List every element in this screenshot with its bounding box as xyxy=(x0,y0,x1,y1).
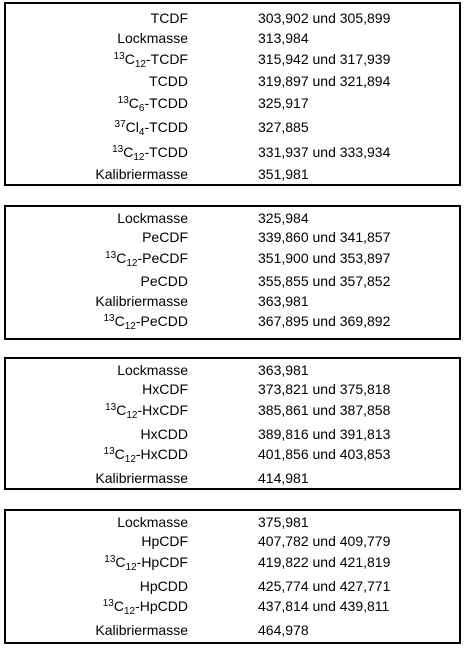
mass-value: 303,902 und 305,899 xyxy=(258,10,391,26)
mass-row xyxy=(6,531,459,551)
mass-row xyxy=(6,620,459,640)
mass-value: 401,856 und 403,853 xyxy=(258,446,391,462)
substance-label: $^{13}C_{12}$-HxCDD xyxy=(103,446,188,465)
substance-label: HxCDD xyxy=(140,426,188,442)
mass-value: 385,861 und 387,858 xyxy=(258,402,391,418)
mass-value: 419,822 und 421,819 xyxy=(258,554,391,570)
mass-group-1 xyxy=(4,2,461,186)
substance-label: HxCDF xyxy=(142,381,188,397)
mass-value: 363,981 xyxy=(258,293,309,309)
mass-value: 355,855 und 357,852 xyxy=(258,273,391,289)
substance-label: PeCDD xyxy=(140,273,188,289)
mass-row xyxy=(6,271,459,291)
substance-label: Kalibriermasse xyxy=(95,470,188,486)
mass-value: 437,814 und 439,811 xyxy=(258,598,390,614)
substance-label: $^{13}C_{12}$-TCDD xyxy=(112,144,188,163)
mass-value: 315,942 und 317,939 xyxy=(258,51,391,67)
mass-row xyxy=(6,117,459,137)
mass-value: 367,895 und 369,892 xyxy=(258,313,391,329)
mass-value: 389,816 und 391,813 xyxy=(258,426,391,442)
substance-label: $^{13}C_{12}$-HpCDF xyxy=(104,554,188,573)
substance-label: $^{37}Cl_4$-TCDD xyxy=(114,119,188,138)
substance-label: HpCDF xyxy=(141,533,188,549)
substance-label: TCDD xyxy=(149,73,188,89)
mass-value: 319,897 und 321,894 xyxy=(258,73,391,89)
mass-value: 327,885 xyxy=(258,119,309,135)
mass-row xyxy=(6,71,459,91)
substance-label: Lockmasse xyxy=(117,210,188,226)
mass-value: 351,981 xyxy=(258,166,309,182)
substance-label: Kalibriermasse xyxy=(95,166,188,182)
mass-row xyxy=(6,227,459,247)
mass-row xyxy=(6,360,459,380)
substance-label: $^{13}C_{12}$-PeCDF xyxy=(105,250,188,269)
mass-value: 363,981 xyxy=(258,362,309,378)
mass-row xyxy=(6,164,459,184)
mass-row xyxy=(6,444,459,464)
mass-value: 325,917 xyxy=(258,95,309,111)
substance-label: $^{13}C_{12}$-HpCDD xyxy=(102,598,188,617)
mass-row xyxy=(6,248,459,268)
mass-value: 375,981 xyxy=(258,514,309,530)
substance-label: Lockmasse xyxy=(117,362,188,378)
substance-label: PeCDF xyxy=(142,229,188,245)
mass-row xyxy=(6,596,459,616)
mass-row xyxy=(6,576,459,596)
substance-label: TCDF xyxy=(150,10,188,26)
substance-label: Lockmasse xyxy=(117,30,188,46)
mass-value: 339,860 und 341,857 xyxy=(258,229,391,245)
mass-row xyxy=(6,424,459,444)
substance-label: Kalibriermasse xyxy=(95,622,188,638)
mass-value: 331,937 und 333,934 xyxy=(258,144,391,160)
mass-row xyxy=(6,311,459,331)
mass-group-4 xyxy=(4,509,461,644)
mass-row xyxy=(6,400,459,420)
mass-row xyxy=(6,512,459,532)
mass-group-3 xyxy=(4,357,461,490)
mass-row xyxy=(6,291,459,311)
mass-value: 325,984 xyxy=(258,210,309,226)
mass-value: 407,782 und 409,779 xyxy=(258,533,391,549)
mass-row xyxy=(6,379,459,399)
mass-value: 351,900 und 353,897 xyxy=(258,250,391,266)
mass-value: 414,981 xyxy=(258,470,309,486)
substance-label: $^{13}C_{12}$-TCDF xyxy=(113,51,188,70)
mass-row xyxy=(6,28,459,48)
substance-label: $^{13}C_{12}$-HxCDF xyxy=(105,402,188,421)
mass-row xyxy=(6,552,459,572)
mass-value: 425,774 und 427,771 xyxy=(258,578,391,594)
mass-row xyxy=(6,468,459,488)
substance-label: Kalibriermasse xyxy=(95,293,188,309)
mass-value: 464,978 xyxy=(258,622,309,638)
mass-row xyxy=(6,49,459,69)
mass-row xyxy=(6,93,459,113)
substance-label: HpCDD xyxy=(139,578,188,594)
mass-row xyxy=(6,208,459,228)
mass-row xyxy=(6,8,459,28)
mass-value: 373,821 und 375,818 xyxy=(258,381,391,397)
mass-row xyxy=(6,142,459,162)
substance-label: $^{13}C_6$-TCDD xyxy=(117,95,188,114)
substance-label: Lockmasse xyxy=(117,514,188,530)
mass-group-2 xyxy=(4,205,461,340)
substance-label: $^{13}C_{12}$-PeCDD xyxy=(103,313,188,332)
mass-value: 313,984 xyxy=(258,30,309,46)
